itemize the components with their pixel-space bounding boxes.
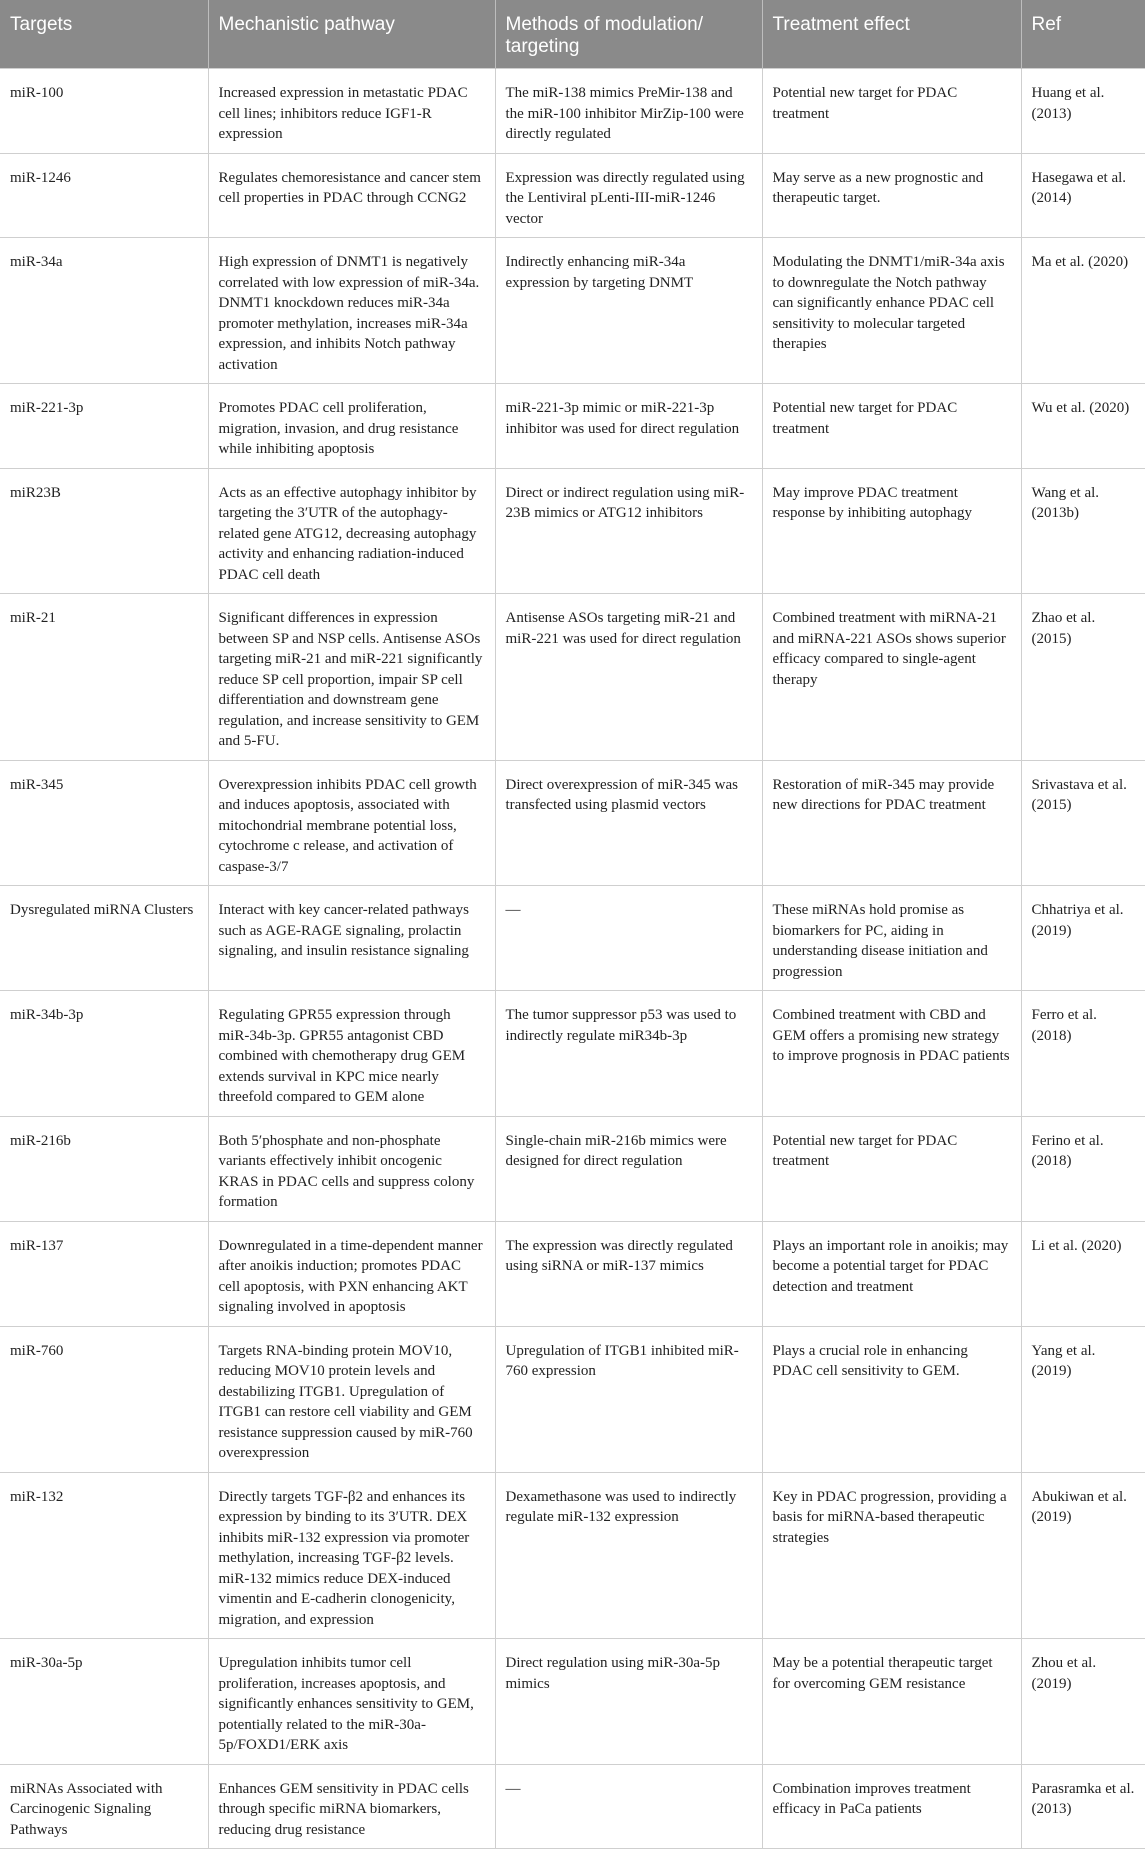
cell-mechanistic-pathway: Regulating GPR55 expression through miR-34b-3p. GPR55 antagonist CBD combined with chemotherapy drug GEM extends survival in KPC mice nearly threefold compared to GEM alone — [208, 991, 495, 1117]
cell-mechanistic-pathway: Targets RNA-binding protein MOV10, reducing MOV10 protein levels and destabilizing ITGB1. Upregulation of ITGB1 can restore cell viability and GEM resistance suppression caused by miR-760 overexpression — [208, 1326, 495, 1472]
cell-target: miR-345 — [0, 760, 208, 886]
header-methods — [495, 0, 762, 69]
cell-treatment-effect: Plays an important role in anoikis; may become a potential target for PDAC detection and treatment — [762, 1221, 1021, 1326]
cell-mechanistic-pathway: Increased expression in metastatic PDAC cell lines; inhibitors reduce IGF1-R expression — [208, 69, 495, 154]
cell-treatment-effect: Combined treatment with miRNA-21 and miRNA-221 ASOs shows superior efficacy compared to single-agent therapy — [762, 594, 1021, 761]
table-row — [0, 238, 1145, 384]
cell-target: miR-132 — [0, 1472, 208, 1639]
cell-target: miR-137 — [0, 1221, 208, 1326]
cell-mechanistic-pathway: Both 5′phosphate and non-phosphate variants effectively inhibit oncogenic KRAS in PDAC cells and suppress colony formation — [208, 1116, 495, 1221]
cell-ref: Yang et al. (2019) — [1021, 1326, 1145, 1472]
cell-methods: — — [495, 886, 762, 991]
cell-treatment-effect: May improve PDAC treatment response by inhibiting autophagy — [762, 468, 1021, 594]
table-row — [0, 594, 1145, 761]
cell-ref: Ferino et al. (2018) — [1021, 1116, 1145, 1221]
cell-treatment-effect: Potential new target for PDAC treatment — [762, 69, 1021, 154]
table-row — [0, 1639, 1145, 1765]
cell-ref: Chhatriya et al. (2019) — [1021, 886, 1145, 991]
table-row — [0, 1472, 1145, 1639]
cell-target: miRNAs Associated with Carcinogenic Signaling Pathways — [0, 1764, 208, 1849]
cell-treatment-effect: Potential new target for PDAC treatment — [762, 384, 1021, 469]
cell-methods: The expression was directly regulated using siRNA or miR-137 mimics — [495, 1221, 762, 1326]
header-mechanistic-pathway: Mechanistic pathway — [208, 0, 495, 69]
cell-target: miR-21 — [0, 594, 208, 761]
cell-ref: Li et al. (2020) — [1021, 1221, 1145, 1326]
cell-target: miR-34a — [0, 238, 208, 384]
cell-ref: Parasramka et al. (2013) — [1021, 1764, 1145, 1849]
cell-methods: Antisense ASOs targeting miR-21 and miR-221 was used for direct regulation — [495, 594, 762, 761]
cell-target: miR-221-3p — [0, 384, 208, 469]
cell-methods: Upregulation of ITGB1 inhibited miR-760 expression — [495, 1326, 762, 1472]
cell-ref: Huang et al. (2013) — [1021, 69, 1145, 154]
cell-ref: Ferro et al. (2018) — [1021, 991, 1145, 1117]
cell-target: miR-216b — [0, 1116, 208, 1221]
cell-methods: The miR-138 mimics PreMir-138 and the miR-100 inhibitor MirZip-100 were directly regulated — [495, 69, 762, 154]
table-row — [0, 468, 1145, 594]
table-row — [0, 1221, 1145, 1326]
cell-mechanistic-pathway: Downregulated in a time-dependent manner after anoikis induction; promotes PDAC cell apoptosis, with PXN enhancing AKT signaling involved in apoptosis — [208, 1221, 495, 1326]
table-row — [0, 69, 1145, 154]
cell-ref: Wu et al. (2020) — [1021, 384, 1145, 469]
cell-mechanistic-pathway: Promotes PDAC cell proliferation, migration, invasion, and drug resistance while inhibiting apoptosis — [208, 384, 495, 469]
cell-mechanistic-pathway: Interact with key cancer-related pathways such as AGE-RAGE signaling, prolactin signaling, and insulin resistance signaling — [208, 886, 495, 991]
cell-target: miR23B — [0, 468, 208, 594]
cell-methods: Direct or indirect regulation using miR-23B mimics or ATG12 inhibitors — [495, 468, 762, 594]
cell-mechanistic-pathway: Directly targets TGF-β2 and enhances its expression by binding to its 3′UTR. DEX inhibits miR-132 expression via promoter methylation, increasing TGF-β2 levels. miR-132 mimics reduce DEX-induced vimentin and E-cadherin clonogenicity, migration, and expression — [208, 1472, 495, 1639]
cell-treatment-effect: Restoration of miR-345 may provide new directions for PDAC treatment — [762, 760, 1021, 886]
cell-mechanistic-pathway: Enhances GEM sensitivity in PDAC cells through specific miRNA biomarkers, reducing drug resistance — [208, 1764, 495, 1849]
table-row — [0, 153, 1145, 238]
header-treatment-effect: Treatment effect — [762, 0, 1021, 69]
cell-target: miR-34b-3p — [0, 991, 208, 1117]
header-row — [0, 0, 1145, 69]
cell-methods: Direct overexpression of miR-345 was transfected using plasmid vectors — [495, 760, 762, 886]
table-body — [0, 69, 1145, 1849]
cell-ref: Hasegawa et al. (2014) — [1021, 153, 1145, 238]
table-row — [0, 1326, 1145, 1472]
cell-target: miR-1246 — [0, 153, 208, 238]
table-row — [0, 760, 1145, 886]
cell-mechanistic-pathway: Regulates chemoresistance and cancer stem cell properties in PDAC through CCNG2 — [208, 153, 495, 238]
table-header — [0, 0, 1145, 69]
cell-methods: — — [495, 1764, 762, 1849]
cell-ref: Zhao et al. (2015) — [1021, 594, 1145, 761]
cell-mechanistic-pathway: Significant differences in expression between SP and NSP cells. Antisense ASOs targeting miR-21 and miR-221 significantly reduce SP cell proportion, impair SP cell differentiation and downstream gene regulation, and increase sensitivity to GEM and 5-FU. — [208, 594, 495, 761]
header-methods-text: Methods of modulation/ targeting — [505, 14, 704, 57]
cell-treatment-effect: Potential new target for PDAC treatment — [762, 1116, 1021, 1221]
cell-target: miR-30a-5p — [0, 1639, 208, 1765]
table-row — [0, 1116, 1145, 1221]
cell-ref: Srivastava et al. (2015) — [1021, 760, 1145, 886]
table-row — [0, 991, 1145, 1117]
cell-treatment-effect: Plays a crucial role in enhancing PDAC cell sensitivity to GEM. — [762, 1326, 1021, 1472]
cell-target: miR-100 — [0, 69, 208, 154]
cell-methods: Direct regulation using miR-30a-5p mimics — [495, 1639, 762, 1765]
cell-ref: Ma et al. (2020) — [1021, 238, 1145, 384]
cell-methods: miR-221-3p mimic or miR-221-3p inhibitor was used for direct regulation — [495, 384, 762, 469]
table-row — [0, 886, 1145, 991]
cell-target: Dysregulated miRNA Clusters — [0, 886, 208, 991]
cell-treatment-effect: May be a potential therapeutic target for overcoming GEM resistance — [762, 1639, 1021, 1765]
cell-mechanistic-pathway: Acts as an effective autophagy inhibitor by targeting the 3′UTR of the autophagy-related gene ATG12, decreasing autophagy activity and enhancing radiation-induced PDAC cell death — [208, 468, 495, 594]
cell-mechanistic-pathway: High expression of DNMT1 is negatively correlated with low expression of miR-34a. DNMT1 knockdown reduces miR-34a promoter methylation, increases miR-34a expression, and inhibits Notch pathway activation — [208, 238, 495, 384]
table-row — [0, 1764, 1145, 1849]
cell-treatment-effect: May serve as a new prognostic and therapeutic target. — [762, 153, 1021, 238]
cell-mechanistic-pathway: Upregulation inhibits tumor cell proliferation, increases apoptosis, and significantly enhances sensitivity to GEM, potentially related to the miR-30a-5p/FOXD1/ERK axis — [208, 1639, 495, 1765]
cell-treatment-effect: Combination improves treatment efficacy in PaCa patients — [762, 1764, 1021, 1849]
cell-ref: Wang et al. (2013b) — [1021, 468, 1145, 594]
cell-methods: Indirectly enhancing miR-34a expression by targeting DNMT — [495, 238, 762, 384]
cell-treatment-effect: These miRNAs hold promise as biomarkers for PC, aiding in understanding disease initiation and progression — [762, 886, 1021, 991]
cell-treatment-effect: Modulating the DNMT1/miR-34a axis to downregulate the Notch pathway can significantly enhance PDAC cell sensitivity to molecular targeted therapies — [762, 238, 1021, 384]
cell-ref: Abukiwan et al. (2019) — [1021, 1472, 1145, 1639]
cell-mechanistic-pathway: Overexpression inhibits PDAC cell growth and induces apoptosis, associated with mitochondrial membrane potential loss, cytochrome c release, and activation of caspase-3/7 — [208, 760, 495, 886]
cell-treatment-effect: Key in PDAC progression, providing a basis for miRNA-based therapeutic strategies — [762, 1472, 1021, 1639]
header-ref: Ref — [1021, 0, 1145, 69]
table-row — [0, 384, 1145, 469]
cell-methods: Expression was directly regulated using the Lentiviral pLenti-III-miR-1246 vector — [495, 153, 762, 238]
cell-treatment-effect: Combined treatment with CBD and GEM offers a promising new strategy to improve prognosis in PDAC patients — [762, 991, 1021, 1117]
cell-ref: Zhou et al. (2019) — [1021, 1639, 1145, 1765]
cell-methods: Dexamethasone was used to indirectly regulate miR-132 expression — [495, 1472, 762, 1639]
cell-methods: Single-chain miR-216b mimics were designed for direct regulation — [495, 1116, 762, 1221]
cell-target: miR-760 — [0, 1326, 208, 1472]
cell-methods: The tumor suppressor p53 was used to indirectly regulate miR34b-3p — [495, 991, 762, 1117]
header-targets: Targets — [0, 0, 208, 69]
